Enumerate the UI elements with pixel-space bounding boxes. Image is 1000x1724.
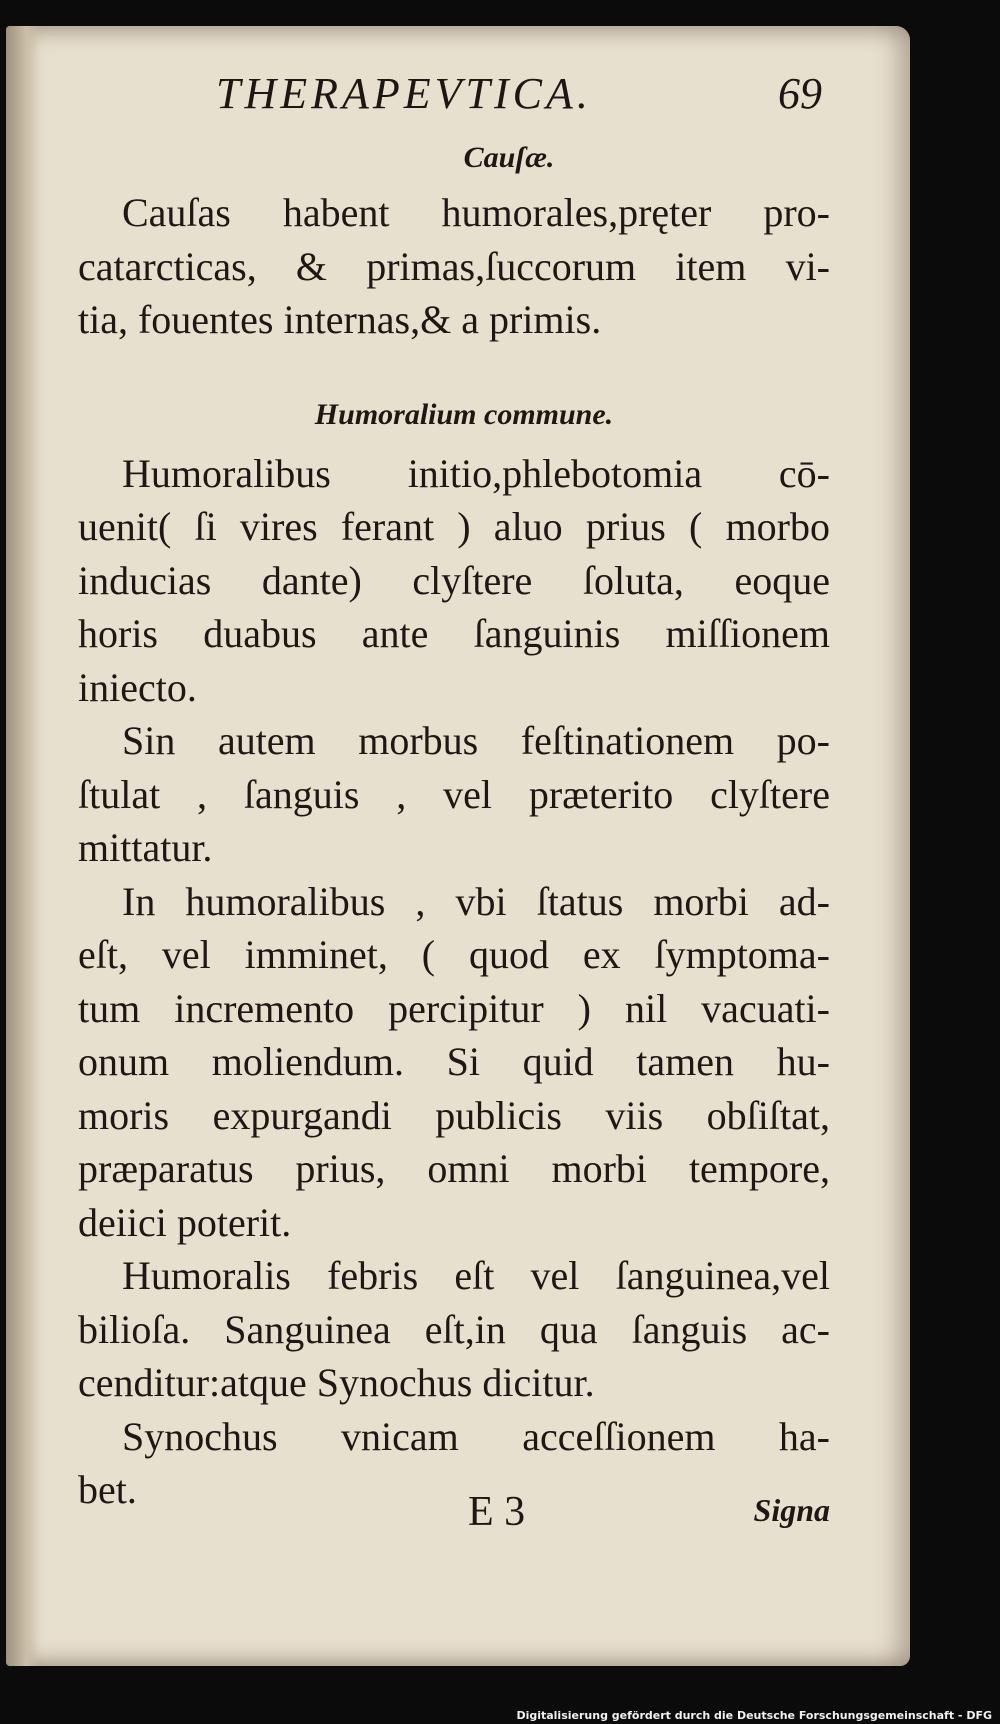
text-line: In humoralibus , vbi ſtatus morbi ad- bbox=[122, 878, 830, 924]
text-line: Sin autem morbus feſtinationem po- bbox=[122, 718, 830, 763]
text-line: præparatus prius, omni morbi tempore, bbox=[78, 1146, 830, 1191]
text-line: inducias dante) clyſtere ſoluta, eoque bbox=[78, 557, 830, 603]
paragraph bbox=[78, 186, 830, 347]
text-line: onum moliendum. Si quid tamen hu- bbox=[78, 1039, 830, 1084]
text-line: ſtulat , ſanguis , vel præterito clyſtere bbox=[78, 771, 830, 817]
page-header bbox=[216, 68, 822, 128]
text-line: moris expurgandi publicis viis obſiſtat, bbox=[78, 1092, 830, 1138]
text-line: eſt, vel imminet, ( quod ex ſymptoma- bbox=[78, 932, 830, 977]
text-line: bilioſa. Sanguinea eſt,in qua ſanguis ac- bbox=[78, 1306, 830, 1352]
section-heading-causae: Cauſæ. bbox=[463, 141, 555, 174]
text-line: deiici poterit. bbox=[78, 1199, 292, 1245]
text-line: Synochus vnicam acceſſionem ha- bbox=[122, 1413, 830, 1459]
text-line: horis duabus ante ſanguinis miſſionem bbox=[78, 611, 830, 656]
book-page bbox=[6, 26, 910, 1666]
catchword: Signa bbox=[753, 1492, 830, 1528]
text-line: Humoralis febris eſt vel ſanguinea,vel bbox=[122, 1253, 830, 1298]
text-line: bet. bbox=[78, 1467, 137, 1512]
text-line: Humoralibus initio,phlebotomia cō- bbox=[122, 450, 830, 496]
paragraph bbox=[78, 1249, 830, 1410]
signature-mark: E 3 bbox=[468, 1489, 526, 1535]
text-line: iniecto. bbox=[78, 664, 197, 710]
body-text bbox=[78, 134, 830, 1517]
text-line: uenit( ſi vires ferant ) aluo prius ( morbo bbox=[78, 504, 830, 549]
running-title: THERAPEVTICA. bbox=[216, 69, 592, 118]
paragraph bbox=[78, 447, 830, 715]
paragraph bbox=[78, 714, 830, 875]
text-line: Cauſas habent humorales,pręter pro- bbox=[122, 190, 830, 235]
text-line: tum incremento percipitur ) nil vacuati- bbox=[78, 985, 830, 1031]
paragraph bbox=[78, 875, 830, 1250]
page-number: 69 bbox=[778, 69, 822, 118]
page-footer bbox=[78, 1488, 830, 1548]
text-line: tia, fouentes internas,& a primis. bbox=[78, 297, 602, 342]
text-line: mittatur. bbox=[78, 825, 213, 870]
text-line: cenditur:atque Synochus dicitur. bbox=[78, 1360, 595, 1405]
section-heading-humoralium: Humoralium commune. bbox=[314, 397, 614, 431]
text-line: catarcticas, & primas,ſuccorum item vi- bbox=[78, 243, 830, 289]
digitization-credit: Digitalisierung gefördert durch die Deutsche Forschungsgemeinschaft - DFG bbox=[516, 1709, 992, 1722]
